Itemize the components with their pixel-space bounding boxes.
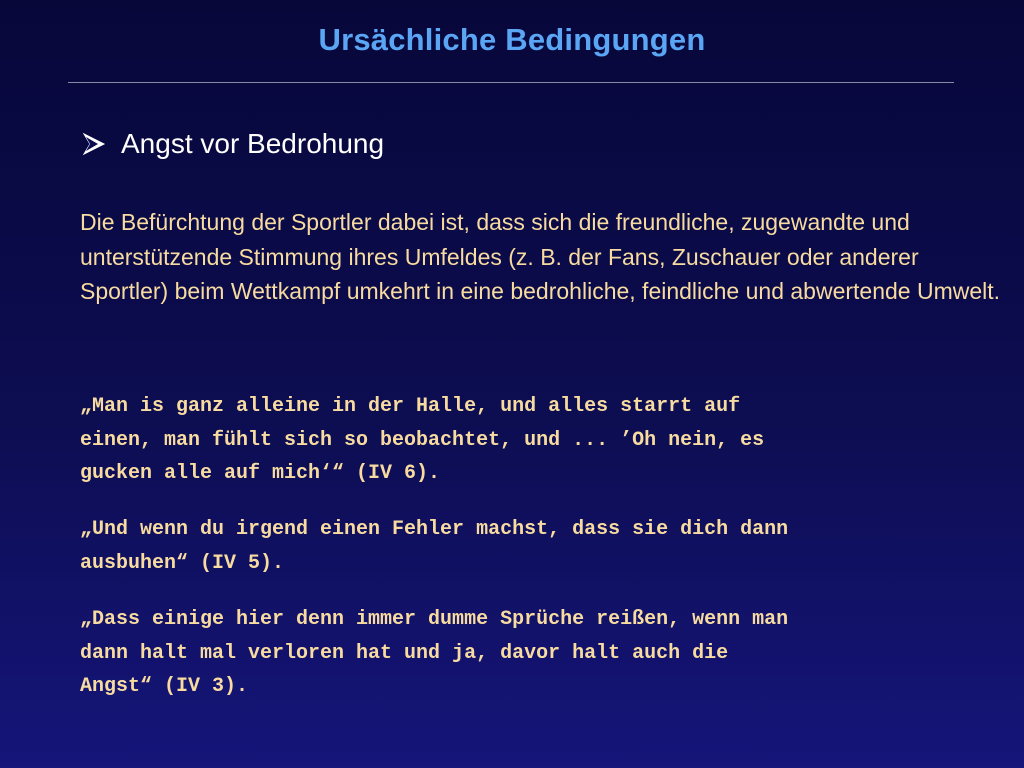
- bullet-point: [80, 128, 384, 160]
- quote-3: „Dass einige hier denn immer dumme Sprüche reißen, wenn man dann halt mal verloren hat und ja, davor halt auch die Angst“ (IV 3).: [80, 608, 789, 698]
- title-divider: [68, 82, 954, 83]
- bullet-text: Angst vor Bedrohung: [121, 128, 385, 159]
- slide-title: Ursächliche Bedingungen: [318, 22, 706, 57]
- quote-1: „Man is ganz alleine in der Halle, und alles starrt auf einen, man fühlt sich so beobachtet, und ... ’Oh nein, es gucken alle auf mich‘“ (IV 6).: [80, 395, 765, 485]
- arrowhead-bullet-icon: [80, 130, 108, 158]
- description-paragraph: Die Befürchtung der Sportler dabei ist, dass sich die freundliche, zugewandte und unterstützende Stimmung ihres Umfeldes (z. B. der Fans, Zuschauer oder anderer Sportler) beim Wettkampf umkehrt in eine bedrohliche, feindliche und abwertende Umwelt.: [80, 209, 1001, 304]
- quote-2: „Und wenn du irgend einen Fehler machst, dass sie dich dann ausbuhen“ (IV 5).: [80, 518, 789, 575]
